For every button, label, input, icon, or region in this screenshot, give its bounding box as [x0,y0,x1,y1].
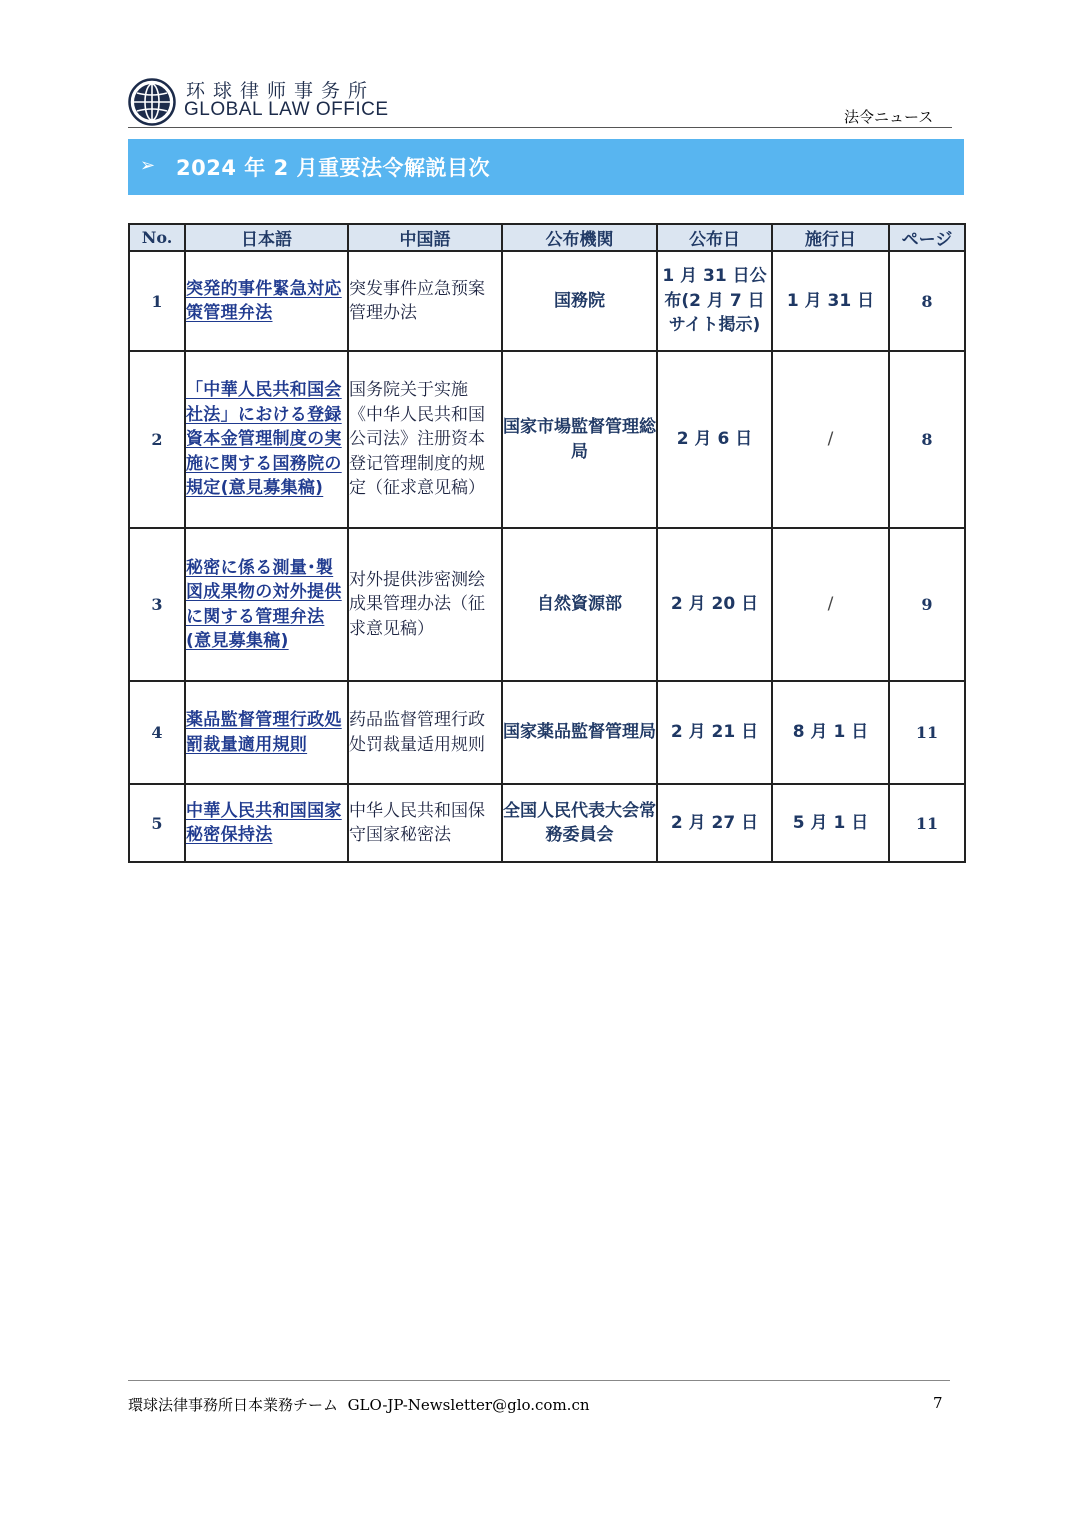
footer-divider [128,1380,950,1381]
header-effective-date: 施行日 [772,224,889,251]
publish-date: 2 月 20 日 [657,528,772,681]
banner-title: 2024 年 2 月重要法令解説目次 [176,156,490,180]
header-chinese: 中国語 [348,224,502,251]
table-row [129,681,965,784]
row-number: 4 [129,681,185,784]
header-no: No. [129,224,185,251]
chinese-title: 国务院关于实施《中华人民共和国公司法》注册资本登记管理制度的规定（征求意见稿） [348,351,502,528]
effective-date: 5 月 1 日 [772,784,889,862]
row-number: 5 [129,784,185,862]
japanese-title-link[interactable]: 薬品監督管理行政処罰裁量適用規則 [186,710,342,755]
table-row [129,351,965,528]
header-issuer: 公布機関 [502,224,657,251]
header-divider [128,127,952,128]
japanese-title-link[interactable]: 秘密に係る測量･製図成果物の対外提供に関する管理弁法(意見募集稿) [186,557,342,651]
row-number: 3 [129,528,185,681]
publish-date: 1 月 31 日公布(2 月 7 日サイト掲示) [657,251,772,351]
page-number: 8 [889,251,965,351]
effective-date: 8 月 1 日 [772,681,889,784]
section-banner [128,139,964,195]
effective-date: / [827,594,834,615]
page-number: 9 [889,528,965,681]
logo-chinese-name: 环球律师事务所 [186,80,376,102]
logo-english-name: GLOBAL LAW OFFICE [184,99,389,120]
issuer: 国家市場監督管理総局 [502,351,657,528]
effective-date: 1 月 31 日 [772,251,889,351]
footer-email[interactable]: GLO-JP-Newsletter@glo.com.cn [347,1396,590,1414]
header-japanese: 日本語 [185,224,348,251]
issuer: 国務院 [502,251,657,351]
contents-table [128,223,966,863]
footer-team: 環球法律事務所日本業務チーム [128,1396,339,1414]
row-number: 2 [129,351,185,528]
row-number: 1 [129,251,185,351]
japanese-title-link[interactable]: 中華人民共和国国家秘密保持法 [186,800,342,845]
header-page: ページ [889,224,965,251]
globe-logo-icon [128,78,176,126]
table-row [129,784,965,862]
japanese-title-link[interactable]: 突発的事件緊急対応策管理弁法 [186,278,342,323]
chinese-title: 药品监督管理行政处罚裁量适用规则 [348,681,502,784]
table-row [129,528,965,681]
table-header-row [129,224,965,251]
publish-date: 2 月 27 日 [657,784,772,862]
issuer: 自然資源部 [502,528,657,681]
table-row [129,251,965,351]
japanese-title-link[interactable]: 「中華人民共和国会社法」における登録資本金管理制度の実施に関する国務院の規定(意見募集稿) [186,380,342,499]
chinese-title: 突发事件应急预案管理办法 [348,251,502,351]
page-number: 11 [889,681,965,784]
page-number: 8 [889,351,965,528]
footer-contact [128,1394,590,1415]
section-label: 法令ニュース [844,108,934,126]
page-number: 11 [889,784,965,862]
effective-date: / [827,429,834,450]
publish-date: 2 月 6 日 [657,351,772,528]
arrow-bullet-icon: ➢ [140,155,156,176]
publish-date: 2 月 21 日 [657,681,772,784]
chinese-title: 中华人民共和国保守国家秘密法 [348,784,502,862]
issuer: 全国人民代表大会常務委員会 [502,784,657,862]
header-publish-date: 公布日 [657,224,772,251]
issuer: 国家薬品監督管理局 [502,681,657,784]
footer-page-number: 7 [933,1394,943,1412]
chinese-title: 对外提供涉密测绘成果管理办法（征求意见稿） [348,528,502,681]
